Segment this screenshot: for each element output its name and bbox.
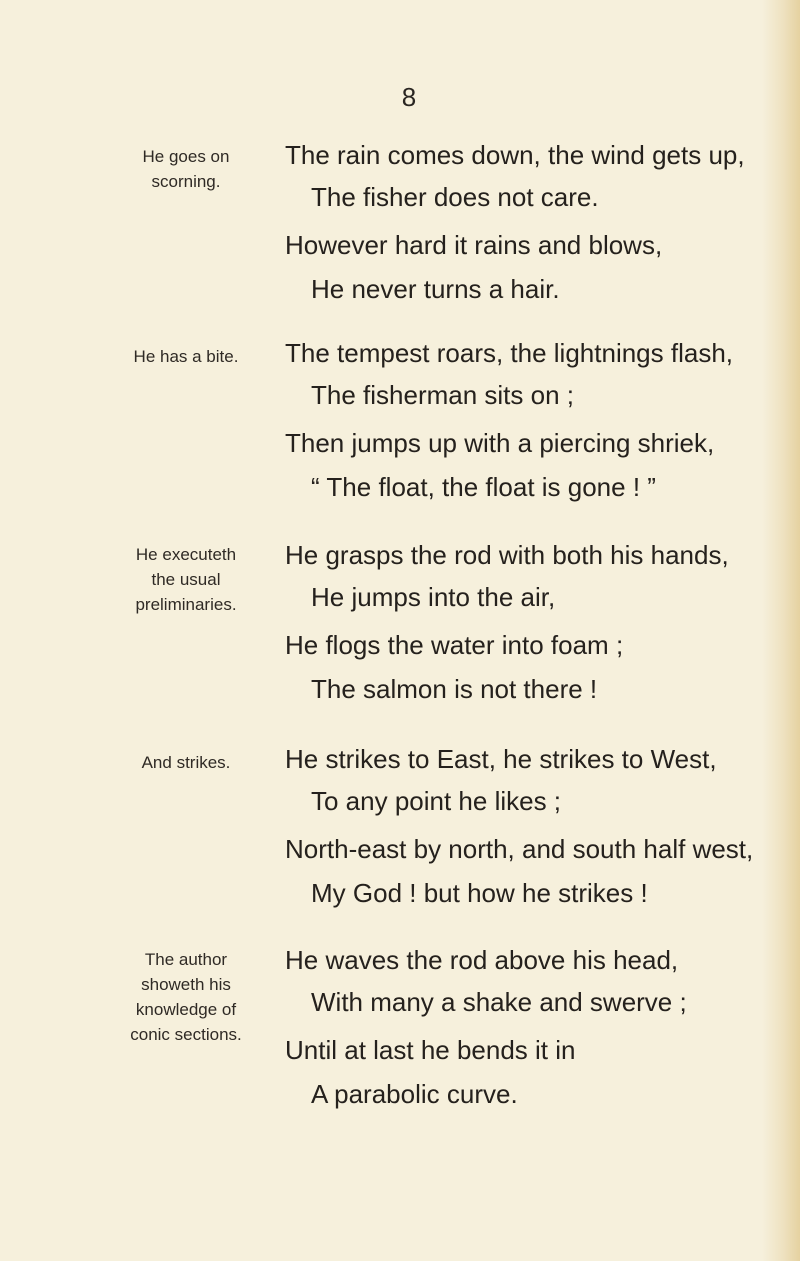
verse-line: However hard it rains and blows, bbox=[285, 230, 663, 260]
margin-note: The author showeth his knowledge of conic sections. bbox=[130, 950, 242, 1044]
verse-line: He strikes to East, he strikes to West, bbox=[285, 744, 717, 774]
margin-note: He has a bite. bbox=[133, 347, 239, 366]
margin-note: He goes on scorning. bbox=[142, 147, 230, 191]
verse-line: To any point he likes ; bbox=[311, 786, 562, 816]
verse-line: He waves the rod above his head, bbox=[285, 945, 679, 975]
margin-note: He executeth the usual preliminaries. bbox=[135, 545, 237, 614]
verse-line: The tempest roars, the lightnings flash, bbox=[285, 338, 734, 368]
verse-line: North-east by north, and south half west, bbox=[285, 834, 754, 864]
verse-line: He never turns a hair. bbox=[311, 274, 560, 304]
verse-line: He grasps the rod with both his hands, bbox=[285, 540, 729, 570]
page-number: 8 bbox=[401, 82, 417, 112]
verse-line: Until at last he bends it in bbox=[285, 1035, 576, 1065]
verse-line: He flogs the water into foam ; bbox=[285, 630, 624, 660]
verse-line: Then jumps up with a piercing shriek, bbox=[285, 428, 715, 458]
verse-line: My God ! but how he strikes ! bbox=[311, 878, 648, 908]
margin-note: And strikes. bbox=[141, 753, 231, 772]
verse-line: A parabolic curve. bbox=[311, 1079, 518, 1109]
verse-line: The fisherman sits on ; bbox=[311, 380, 574, 410]
verse-line: The rain comes down, the wind gets up, bbox=[285, 140, 745, 170]
verse-line: The fisher does not care. bbox=[311, 182, 599, 212]
page-edge-shading bbox=[762, 0, 800, 1261]
verse-line: He jumps into the air, bbox=[311, 582, 556, 612]
verse-line: With many a shake and swerve ; bbox=[311, 987, 687, 1017]
verse-line: The salmon is not there ! bbox=[311, 674, 598, 704]
verse-line: “ The float, the float is gone ! ” bbox=[311, 472, 656, 502]
